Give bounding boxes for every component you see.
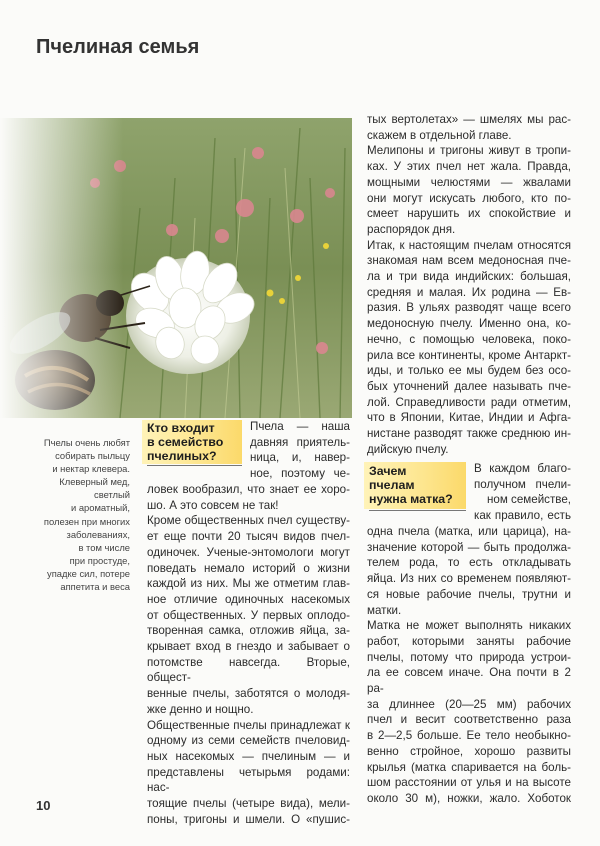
text-line: бых уточнений далее называть пче- bbox=[367, 379, 571, 393]
text-line: жке денно и нощно. bbox=[147, 702, 254, 716]
text-line: они могут искусать любого, кто по- bbox=[367, 191, 571, 205]
text-line: одному из семи семейств пчеловид- bbox=[147, 734, 350, 748]
text-line: средняя и малая. Их родина — Ев- bbox=[367, 285, 571, 299]
text-line: яйца. Из них со временем появляют- bbox=[367, 572, 571, 586]
heading-line: нужна матка? bbox=[369, 492, 453, 506]
text-line: пчелы, потому что природа устрои- bbox=[367, 650, 571, 664]
text-line: ся новые рабочие пчелы, трутни и bbox=[367, 587, 571, 601]
text-line: одна пчела (матка, или царица), на- bbox=[367, 525, 571, 538]
text-line: дийскую пчелу. bbox=[367, 442, 449, 456]
text-line: Итак, к настоящим пчелам относятся bbox=[367, 238, 571, 252]
text-line: тоящие пчелы (четыре вида), мели- bbox=[147, 797, 350, 811]
text-line: Мелипоны и тригоны живут в тропи- bbox=[367, 144, 571, 158]
text-line: как правило, есть bbox=[474, 509, 571, 523]
caption-line: и нектар клевера. bbox=[52, 463, 130, 475]
text-line: иды, и только ее мы будем без осо- bbox=[367, 364, 571, 378]
text-line: венно стройное, хорошо развиты bbox=[367, 744, 571, 758]
text-line: крылья (матка спаривается на боль- bbox=[367, 760, 571, 774]
heading-underline bbox=[369, 510, 466, 511]
text-line: В каждом благо- bbox=[474, 462, 571, 475]
text-line: мощными челюстями — жвалами bbox=[367, 175, 571, 189]
text-line: медоносную пчелу. Именно она, ко- bbox=[367, 317, 571, 331]
text-line: поведать немало историй о жизни bbox=[147, 561, 350, 575]
text-line: венные пчелы, заботятся о молодя- bbox=[147, 687, 350, 701]
text-line: нечно, с помощью человека, поко- bbox=[367, 332, 571, 346]
text-line: каждой из них. Мы же отметим глав- bbox=[147, 577, 350, 591]
caption-line: при простуде, bbox=[69, 554, 130, 566]
text-line: шо. А это совсем не так! bbox=[147, 498, 279, 512]
heading-line: Кто входит bbox=[147, 421, 215, 435]
caption-line: аппетита и веса bbox=[60, 581, 130, 593]
text-line: нистане разводят также среднюю ин- bbox=[367, 427, 571, 441]
text-line: работ, которыми заняты рабочие bbox=[367, 634, 571, 648]
text-line: около 30 м), ножки, жало. Хоботок bbox=[367, 791, 571, 805]
text-line: ное, поэтому че- bbox=[250, 467, 350, 481]
caption-line: светлый bbox=[94, 489, 130, 501]
text-line: телем рода, то есть откладывать bbox=[367, 556, 571, 570]
text-line: скажем в отдельной главе. bbox=[367, 128, 512, 142]
page-title: Пчелиная семья bbox=[36, 36, 200, 58]
section-heading-queen bbox=[369, 464, 453, 506]
text-line: смеет нарушить их спокойствие и bbox=[367, 207, 571, 221]
text-line: ет еще почти 20 тысяч видов пчел- bbox=[147, 530, 350, 544]
heading-line: в семейство bbox=[147, 435, 224, 449]
text-line: Пчела — наша bbox=[250, 420, 350, 433]
text-line: ках. У этих пчел нет жала. Правда, bbox=[367, 160, 571, 174]
caption-line: заболеваниях, bbox=[66, 528, 130, 540]
text-line: Общественные пчелы принадлежат к bbox=[147, 718, 350, 732]
text-line: знакомая нам всем медоносная пче- bbox=[367, 254, 571, 268]
text-line: крывает вход в гнездо и забывает о bbox=[147, 640, 350, 654]
text-line: за длиннее (20—25 мм) рабочих bbox=[367, 697, 571, 711]
text-line: от общественных. У первых оплодо- bbox=[147, 608, 350, 622]
page-number: 10 bbox=[36, 798, 51, 813]
text-line: ница, и, навер- bbox=[250, 451, 350, 465]
section2-wrap-text bbox=[474, 461, 571, 524]
text-line: ное отличие одиночных насекомых bbox=[147, 592, 350, 606]
text-line: Матка не может выполнять никаких bbox=[367, 619, 571, 633]
text-line: творенная самка, отложив яйца, за- bbox=[147, 624, 350, 638]
text-line: распорядок дня. bbox=[367, 222, 456, 236]
caption-line: собирать пыльцу bbox=[55, 450, 130, 462]
heading-underline bbox=[147, 465, 242, 466]
section1-wrap-text bbox=[250, 419, 350, 482]
text-line: представлены четырьмя родами: нас- bbox=[147, 765, 350, 795]
clover-bee-photo bbox=[0, 118, 352, 418]
caption-line: Пчелы очень любят bbox=[43, 437, 130, 448]
caption-line: в том числе bbox=[78, 541, 130, 553]
text-line: одиночек. Ученые-энтомологи могут bbox=[147, 545, 350, 559]
caption-line: упадке сил, потере bbox=[47, 567, 130, 579]
photo-caption bbox=[22, 436, 130, 593]
text-line: тых вертолетах» — шмелях мы рас- bbox=[367, 113, 571, 126]
text-line: значение которой — быть продолжа- bbox=[367, 540, 571, 554]
text-line: ном семействе, bbox=[487, 493, 571, 507]
text-line: получном пчели- bbox=[474, 477, 571, 491]
text-line: пчел и весит соответственно раза bbox=[367, 713, 571, 727]
text-line: лой. Справедливости ради отметим, bbox=[367, 395, 571, 409]
text-line: давняя приятель- bbox=[250, 435, 350, 449]
text-line: Кроме общественных пчел существу- bbox=[147, 514, 350, 528]
section-heading-family bbox=[147, 421, 223, 463]
text-line: шом расстоянии от улья и на высоте bbox=[367, 776, 571, 790]
section2-body bbox=[367, 524, 571, 807]
text-line: рила все континенты, кроме Антаркт- bbox=[367, 348, 571, 362]
caption-line: Клеверный мед, bbox=[59, 476, 130, 488]
text-line: поны, тригоны и шмели. О «пушис- bbox=[147, 812, 350, 826]
caption-line: полезен при многих bbox=[43, 515, 130, 527]
section1-body bbox=[147, 482, 350, 827]
text-line: ла ее совсем иначе. Она почти в 2 ра- bbox=[367, 666, 571, 696]
heading-line: Зачем bbox=[369, 464, 407, 478]
heading-line: пчелиных? bbox=[147, 449, 217, 463]
text-line: матки. bbox=[367, 603, 402, 617]
right-column-text bbox=[367, 112, 571, 457]
text-line: в 2—2,5 больше. Ее тело необыкно- bbox=[367, 729, 571, 743]
text-line: ных насекомых — пчелиным — и bbox=[147, 749, 350, 763]
heading-line: пчелам bbox=[369, 478, 415, 492]
text-line: потомстве навсегда. Вторые, общест- bbox=[147, 655, 350, 685]
text-line: что в Японии, Китае, Индии и Афга- bbox=[367, 411, 571, 425]
caption-line: и ароматный, bbox=[71, 502, 130, 514]
text-line: разия. В ульях разводят чаще всего bbox=[367, 301, 571, 315]
text-line: ловек вообразил, что знает ее хоро- bbox=[147, 483, 350, 496]
text-line: ла и три вида индийских: большая, bbox=[367, 270, 571, 284]
